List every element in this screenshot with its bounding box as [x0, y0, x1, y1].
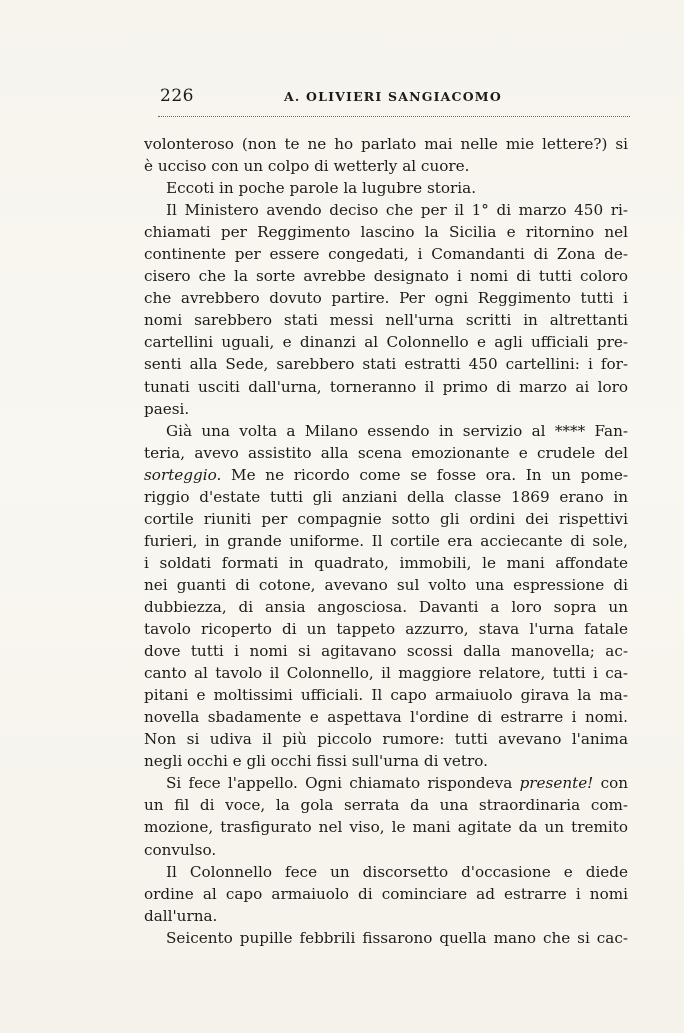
text-line: mozione, trasfigurato nel viso, le mani agitate da un tremito	[144, 818, 628, 837]
italic-word: presente!	[519, 774, 594, 793]
text-line: teria, avevo assistito alla scena emozionante e crudele del	[144, 443, 628, 462]
text-line: che avrebbero dovuto partire. Per ogni Reggimento tutti i	[144, 289, 628, 308]
text-line: Eccoti in poche parole la lugubre storia.	[166, 179, 477, 198]
text-line: volonteroso (non te ne ho parlato mai nelle mie lettere?) si	[144, 135, 628, 153]
text-line: pitani e moltissimi ufficiali. Il capo armaiuolo girava la ma-	[144, 686, 628, 705]
page-number: 226	[160, 86, 194, 106]
text-line: senti alla Sede, sarebbero stati estratti 450 cartellini: i for-	[144, 355, 628, 374]
text-line: riggio d'estate tutti gli anziani della classe 1869 erano in	[144, 487, 628, 506]
text-line: nei guanti di cotone, avevano sul volto una espressione di	[144, 575, 628, 594]
text-line: Il Ministero avendo deciso che per il 1° di marzo 450 ri-	[166, 201, 628, 220]
text-line: furieri, in grande uniforme. Il cortile era acciecante di sole,	[144, 531, 628, 550]
text-line: continente per essere congedati, i Comandanti di Zona de-	[144, 245, 628, 264]
text-segment: con	[593, 774, 628, 793]
text-line: nomi sarebbero stati messi nell'urna scritti in altrettanti	[144, 311, 628, 330]
text-line: convulso.	[144, 840, 217, 859]
text-line: tunati usciti dall'urna, torneranno il primo di marzo ai loro	[144, 377, 628, 396]
text-line: Già una volta a Milano essendo in servizio al **** Fan-	[166, 421, 628, 440]
text-line: dove tutti i nomi si agitavano scossi dalla manovella; ac-	[144, 642, 628, 661]
page-header	[160, 86, 628, 110]
text-line: i soldati formati in quadrato, immobili, le mani affondate	[144, 553, 628, 572]
text-line: ordine al capo armaiuolo di cominciare ad estrarre i nomi	[144, 884, 628, 903]
text-line: dall'urna.	[144, 906, 218, 925]
text-line: cartellini uguali, e dinanzi al Colonnello e agli ufficiali pre-	[144, 333, 628, 352]
text-line: canto al tavolo il Colonnello, il maggiore relatore, tutti i ca-	[144, 664, 628, 683]
text-line: negli occhi e gli occhi fissi sull'urna di vetro.	[144, 752, 488, 771]
text-line: Il Colonnello fece un discorsetto d'occasione e diede	[166, 862, 628, 881]
header-rule	[158, 116, 630, 117]
text-line: chiamati per Reggimento lascino la Sicilia e ritornino nel	[144, 223, 628, 242]
text-line: paesi.	[144, 399, 190, 418]
body-text	[144, 133, 628, 949]
text-line	[144, 464, 628, 486]
text-line: un fil di voce, la gola serrata da una straordinaria com-	[144, 796, 628, 815]
text-line: tavolo ricoperto di un tappeto azzurro, stava l'urna fatale	[144, 620, 628, 639]
text-line: novella sbadamente e aspettava l'ordine di estrarre i nomi.	[144, 708, 628, 727]
text-segment: Me ne ricordo come se fosse ora. In un pome-	[221, 465, 628, 484]
text-line: è ucciso con un colpo di wetterly al cuore.	[144, 157, 470, 176]
text-line: Non si udiva il più piccolo rumore: tutti avevano l'anima	[144, 730, 628, 749]
italic-word: sorteggio.	[144, 465, 222, 484]
text-line: cisero che la sorte avrebbe designato i nomi di tutti coloro	[144, 267, 628, 286]
running-head: A. OLIVIERI SANGIACOMO	[284, 89, 502, 104]
text-segment: Si fece l'appello. Ogni chiamato rispondeva	[166, 774, 520, 793]
text-line: Seicento pupille febbrili fissarono quella mano che si cac-	[166, 928, 628, 947]
text-line: dubbiezza, di ansia angosciosa. Davanti a loro sopra un	[144, 597, 628, 616]
text-line	[144, 772, 628, 794]
text-line: cortile riuniti per compagnie sotto gli ordini dei rispettivi	[144, 509, 628, 528]
